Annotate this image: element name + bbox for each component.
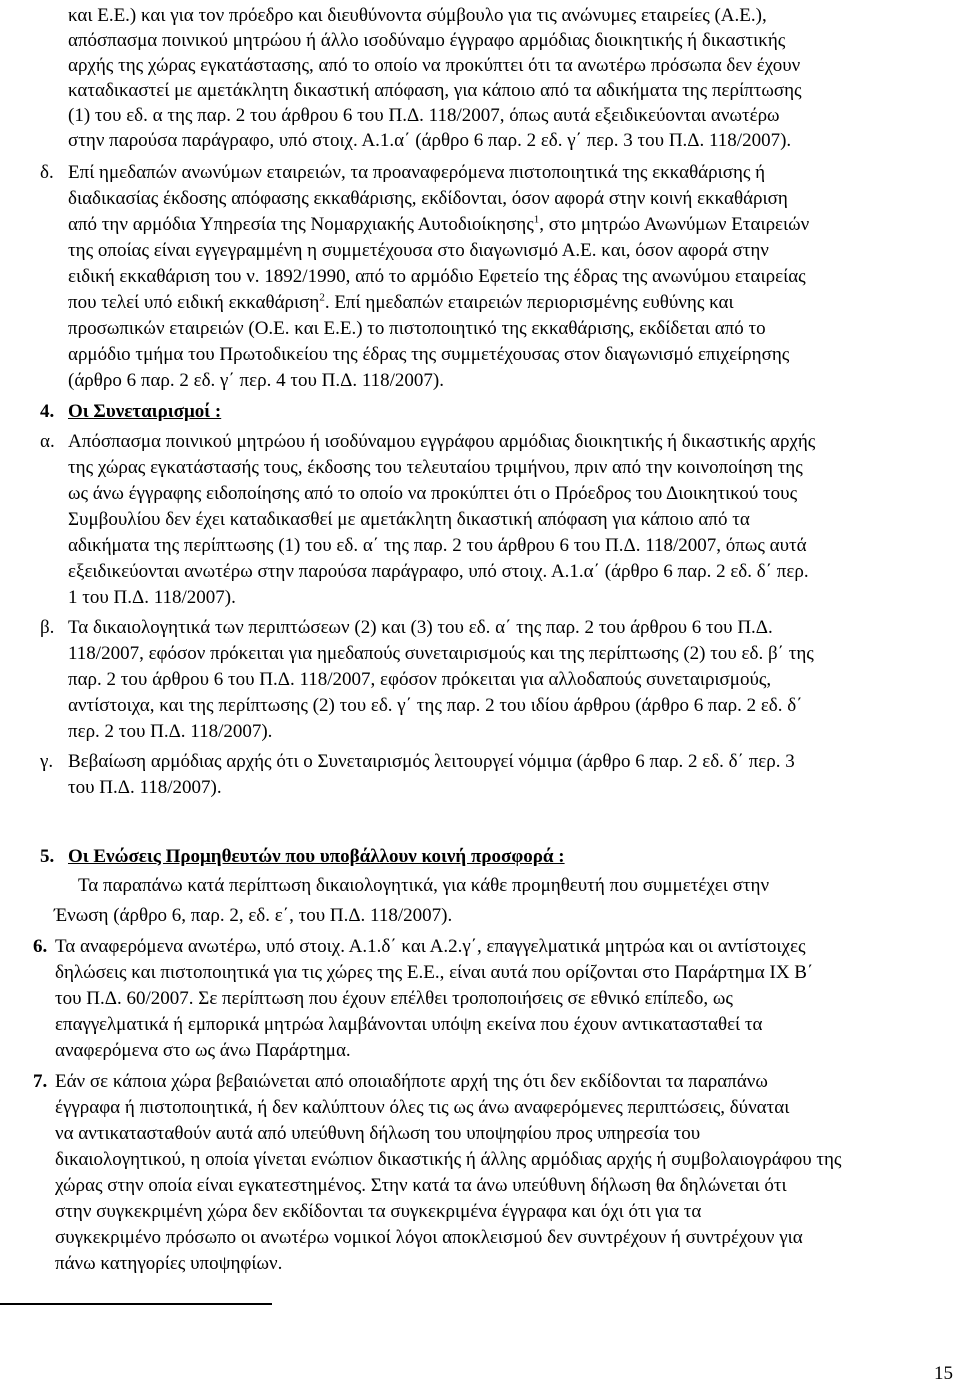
text-line: στην παρούσα παράγραφο, υπό στοιχ. Α.1.α΄ (άρθρο 6 παρ. 2 εδ. γ΄ περ. 3 του Π.Δ. 118/2007). xyxy=(68,130,792,151)
text-line: χώρας στην οποία είναι εγκατεστημένος. Στην κατά τα άνω υπεύθυνη δήλωση θα δηλώνεται ότι xyxy=(55,1175,787,1196)
text-line: Τα δικαιολογητικά των περιπτώσεων (2) και (3) του εδ. α΄ της παρ. 2 του άρθρου 6 του Π.Δ. xyxy=(68,617,773,638)
item-marker: γ. xyxy=(40,751,54,772)
text-line: αναφερόμενα στο ως άνω Παράρτημα. xyxy=(55,1040,351,1061)
footnote-ref-1: 1 xyxy=(533,213,540,226)
text-line: συγκεκριμένο πρόσωπο οι ανωτέρω νομικοί λόγοι αποκλεισμού δεν συντρέχουν ή συντρέχουν για xyxy=(55,1227,803,1248)
text-line: Συμβουλίου δεν έχει καταδικασθεί με αμετάκλητη δικαστική απόφαση για κάποιο από τα xyxy=(68,509,750,530)
section-number: 6. xyxy=(33,936,48,957)
text-line: του Π.Δ. 60/2007. Σε περίπτωση που έχουν επέλθει τροποποιήσεις σε εθνικό επίπεδο, ως xyxy=(55,988,733,1009)
text-line: Βεβαίωση αρμόδιας αρχής ότι ο Συνεταιρισμός λειτουργεί νόμιμα (άρθρο 6 παρ. 2 εδ. δ΄ περ. 3 xyxy=(68,751,795,772)
item-marker: α. xyxy=(40,431,55,452)
text-line: πάνω κατηγορίες υποψηφίων. xyxy=(55,1253,283,1274)
section-title: Οι Ενώσεις Προμηθευτών που υποβάλλουν κοινή προσφορά : xyxy=(68,846,565,867)
text-line: 1 του Π.Δ. 118/2007). xyxy=(68,587,236,608)
text-line: καταδικαστεί με αμετάκλητη δικαστική απόφαση, για κάποιο από τα αδικήματα της περίπτωσης xyxy=(68,80,802,101)
text-line: ειδική εκκαθάριση του ν. 1892/1990, από το αρμόδιο Εφετείο της έδρας της ανωνύμου εταιρείας xyxy=(68,266,806,287)
text-line: της χώρας εγκατάστασής τους, έκδοσης του τελευταίου τριμήνου, πριν από την κοινοποίηση της xyxy=(68,457,803,478)
text-line: που τελεί υπό ειδική εκκαθάριση$^2$. Επί ημεδαπών εταιρειών περιορισμένης ευθύνης και xyxy=(68,291,734,313)
text-line: αντίστοιχα, και της περίπτωσης (2) του εδ. γ΄ της παρ. 2 του ιδίου άρθρου (άρθρο 6 παρ. 2 εδ. δ΄ xyxy=(68,695,803,716)
section-number: 4. xyxy=(40,401,55,422)
text-line: (άρθρο 6 παρ. 2 εδ. γ΄ περ. 4 του Π.Δ. 118/2007). xyxy=(68,370,444,391)
text-line: και Ε.Ε.) και για τον πρόεδρο και διευθύνοντα σύμβουλο για τις ανώνυμες εταιρείες (Α.Ε.), xyxy=(68,5,767,26)
text-line: Τα παραπάνω κατά περίπτωση δικαιολογητικά, για κάθε προμηθευτή που συμμετέχει στην xyxy=(78,875,770,896)
text-line: δικαιολογητικού, η οποία γίνεται ενώπιον δικαστικής ή άλλης αρμόδιας αρχής ή συμβολαιογράφου της xyxy=(55,1149,842,1170)
text-line: από την αρμόδια Υπηρεσία της Νομαρχιακής Αυτοδιοίκησης$^1$, στο μητρώο Ανωνύμων Εταιρειών xyxy=(68,213,810,235)
text-line: Απόσπασμα ποινικού μητρώου ή ισοδύναμου εγγράφου αρμόδιας διοικητικής ή δικαστικής αρχής xyxy=(68,431,816,452)
footnote-ref-2: 2 xyxy=(319,291,325,304)
footnote-separator xyxy=(0,1303,272,1305)
text-line: αρχής της χώρας εγκατάστασης, από το οποίο να προκύπτει ότι τα ανωτέρω πρόσωπα δεν έχουν xyxy=(68,55,801,76)
text-line: έγγραφα ή πιστοποιητικά, ή δεν καλύπτουν όλες τις ως άνω αναφερόμενες περιπτώσεις, δύναται xyxy=(55,1097,790,1118)
text-line: εξειδικεύονται ανωτέρω στην παρούσα παράγραφο, υπό στοιχ. Α.1.α΄ (άρθρο 6 παρ. 2 εδ. δ΄ περ. xyxy=(68,561,809,582)
text-line: 118/2007, εφόσον πρόκειται για ημεδαπούς συνεταιρισμούς και της περίπτωσης (2) του εδ. β΄ της xyxy=(68,643,814,664)
text-line: απόσπασμα ποινικού μητρώου ή άλλο ισοδύναμο έγγραφο αρμόδιας διοικητικής ή δικαστικής xyxy=(68,30,786,51)
text-line: (1) του εδ. α της παρ. 2 του άρθρου 6 του Π.Δ. 118/2007, όπως αυτά εξειδικεύονται ανωτέρω xyxy=(68,105,780,126)
text-line: Ένωση (άρθρο 6, παρ. 2, εδ. ε΄, του Π.Δ. 118/2007). xyxy=(54,905,453,926)
text-line: αδικήματα της περίπτωσης (1) του εδ. α΄ της παρ. 2 του άρθρου 6 του Π.Δ. 118/2007, όπως αυτά xyxy=(68,535,807,556)
text-line: προσωπικών εταιρειών (Ο.Ε. και Ε.Ε.) το πιστοποιητικό της εκκαθάρισης, εκδίδεται από το xyxy=(68,318,766,339)
text-line: Εάν σε κάποια χώρα βεβαιώνεται από οποιαδήποτε αρχή της ότι δεν εκδίδονται τα παραπάνω xyxy=(55,1071,768,1092)
text-line: αρμόδιο τμήμα του Πρωτοδικείου της έδρας της συμμετέχουσας στον διαγωνισμό επιχείρησης xyxy=(68,344,790,365)
text-line: της οποίας είναι εγγεγραμμένη η συμμετέχουσα στο διαγωνισμό Α.Ε. και, όσον αφορά στην xyxy=(68,240,769,261)
text-line: διαδικασίας έκδοσης απόφασης εκκαθάρισης, εκδίδονται, όσον αφορά στην κοινή εκκαθάριση xyxy=(68,188,788,209)
text-line: Επί ημεδαπών ανωνύμων εταιρειών, τα προαναφερόμενα πιστοποιητικά της εκκαθάρισης ή xyxy=(68,162,766,183)
text-line: δηλώσεις και πιστοποιητικά για τις χώρες της Ε.Ε., είναι αυτά που ορίζονται στο Παράρτημα IX Β΄ xyxy=(55,962,814,983)
text-line: στην συγκεκριμένη χώρα δεν εκδίδονται τα συγκεκριμένα έγγραφα και όχι ότι για τα xyxy=(55,1201,702,1222)
text-line: Τα αναφερόμενα ανωτέρω, υπό στοιχ. Α.1.δ΄ και Α.2.γ΄, επαγγελματικά μητρώα και οι αντίστοιχες xyxy=(55,936,806,957)
text-line: του Π.Δ. 118/2007). xyxy=(68,777,222,798)
text-line: ως άνω έγγραφης ειδοποίησης από το οποίο να προκύπτει ότι ο Πρόεδρος του Διοικητικού τους xyxy=(68,483,798,504)
section-number: 7. xyxy=(33,1071,48,1092)
text-line: περ. 2 του Π.Δ. 118/2007). xyxy=(68,721,273,742)
text-line: παρ. 2 του άρθρου 6 του Π.Δ. 118/2007, εφόσον πρόκειται για αλλοδαπούς συνεταιρισμούς, xyxy=(68,669,772,690)
section-title: Οι Συνεταιρισμοί : xyxy=(68,401,222,422)
item-marker: β. xyxy=(40,617,55,638)
page-number: 15 xyxy=(934,1363,953,1384)
text-line: να αντικατασταθούν αυτά από υπεύθυνη δήλωση του υποψηφίου προς υπηρεσία του xyxy=(55,1123,701,1144)
item-marker: δ. xyxy=(40,162,54,183)
section-number: 5. xyxy=(40,846,55,867)
text-line: επαγγελματικά ή εμπορικά μητρώα λαμβάνονται υπόψη εκείνα που έχουν αντικατασταθεί τα xyxy=(55,1014,763,1035)
